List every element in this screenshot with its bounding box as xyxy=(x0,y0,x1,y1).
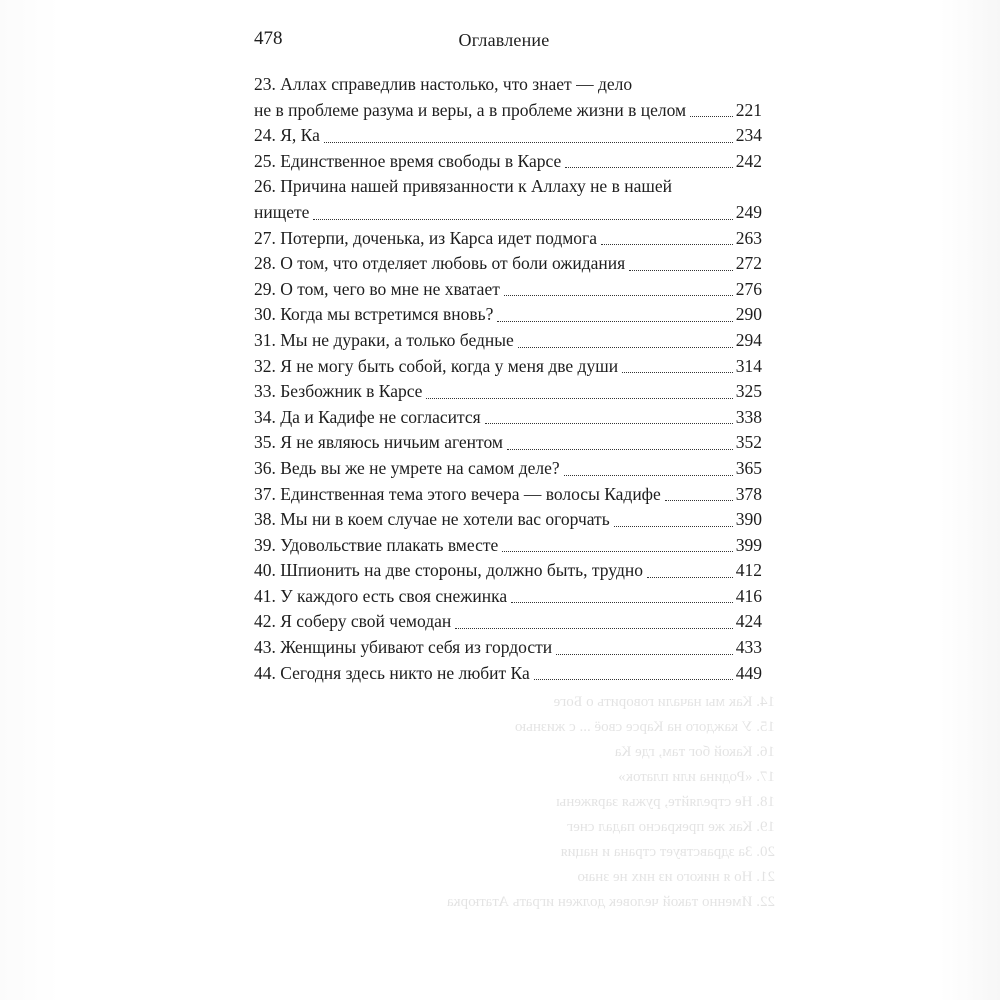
toc-entry-title: 31. Мы не дураки, а только бедные xyxy=(254,329,514,350)
toc-entry xyxy=(254,302,762,328)
dot-leader xyxy=(614,526,733,527)
bleed-through-text xyxy=(235,690,775,970)
toc-entry xyxy=(254,558,762,584)
bleed-through-line: 18. Не стреляйте, ружья заряжены xyxy=(556,794,775,810)
toc-entry xyxy=(254,661,762,687)
toc-entry-page: 399 xyxy=(735,534,762,555)
dot-leader xyxy=(534,679,733,680)
toc-entry-title: 37. Единственная тема этого вечера — волосы Кадифе xyxy=(254,483,661,504)
toc-entry xyxy=(254,456,762,482)
toc-entry xyxy=(254,533,762,559)
dot-leader xyxy=(665,500,733,501)
toc-entry-page: 263 xyxy=(735,227,762,248)
dot-leader xyxy=(511,602,733,603)
toc-entry-page: 424 xyxy=(735,611,762,632)
toc-entry-page: 242 xyxy=(735,150,762,171)
toc-entry xyxy=(254,609,762,635)
dot-leader xyxy=(518,347,733,348)
toc-entry-page: 365 xyxy=(735,457,762,478)
toc-entry-title: 24. Я, Ка xyxy=(254,125,320,146)
toc-entry xyxy=(254,482,762,508)
toc-entry-title: 40. Шпионить на две стороны, должно быть, трудно xyxy=(254,560,643,581)
toc-entry xyxy=(254,635,762,661)
toc-entry xyxy=(254,123,762,149)
dot-leader xyxy=(485,423,733,424)
toc-entry xyxy=(254,149,762,175)
toc-entry-page: 314 xyxy=(735,355,762,376)
toc-entry-page: 390 xyxy=(735,509,762,530)
toc-entry xyxy=(254,277,762,303)
toc-entry-title: 32. Я не могу быть собой, когда у меня две души xyxy=(254,355,619,376)
page-number: 478 xyxy=(254,28,283,49)
bleed-through-line: 16. Какой бог там, где Ка xyxy=(614,744,775,760)
bleed-through-line: 17. «Родина или платок» xyxy=(618,769,775,785)
toc-entry-title: 44. Сегодня здесь никто не любит Ка xyxy=(254,662,530,683)
running-title: Оглавление xyxy=(458,30,550,50)
toc-entry-page: 449 xyxy=(735,662,762,683)
dot-leader xyxy=(565,167,733,168)
toc-entry-title: 39. Удовольствие плакать вместе xyxy=(254,534,499,555)
toc-entry-page: 234 xyxy=(735,125,762,146)
toc-entry-title-line: 23. Аллах справедлив настолько, что знает — дело xyxy=(254,74,633,94)
toc-entry-title: 36. Ведь вы же не умрете на самом деле? xyxy=(254,457,560,478)
toc-entry-page: 276 xyxy=(735,278,762,299)
toc-entry xyxy=(254,430,762,456)
dot-leader xyxy=(497,321,732,322)
toc-entry-title: 27. Потерпи, доченька, из Карса идет подмога xyxy=(254,227,598,248)
toc-entry-page: 272 xyxy=(735,253,762,274)
toc-entry-page: 433 xyxy=(735,637,762,658)
dot-leader xyxy=(601,244,733,245)
dot-leader xyxy=(556,654,733,655)
dot-leader xyxy=(564,475,733,476)
toc-entry-title: 43. Женщины убивают себя из гордости xyxy=(254,637,553,658)
dot-leader xyxy=(504,295,733,296)
dot-leader xyxy=(502,551,733,552)
toc-entry xyxy=(254,328,762,354)
dot-leader xyxy=(507,449,733,450)
dot-leader xyxy=(426,398,732,399)
toc-entry xyxy=(254,72,762,123)
dot-leader xyxy=(647,577,733,578)
page-header xyxy=(248,24,760,54)
toc-entry-title: 30. Когда мы встретимся вновь? xyxy=(254,304,494,325)
dot-leader xyxy=(324,142,733,143)
toc-entry-title-line: не в проблеме разума и веры, а в проблеме жизни в целом xyxy=(254,99,687,120)
dot-leader xyxy=(455,628,733,629)
bleed-through-line: 20. За здравствует страна и нация xyxy=(560,844,775,860)
toc-entry-page: 325 xyxy=(735,381,762,402)
bleed-through-line: 19. Как же прекрасно падал снег xyxy=(567,819,775,835)
toc-entry xyxy=(254,226,762,252)
dot-leader xyxy=(690,116,733,117)
toc-entry-title: 38. Мы ни в коем случае не хотели вас огорчать xyxy=(254,509,610,530)
toc-entry xyxy=(254,379,762,405)
toc-entry xyxy=(254,354,762,380)
toc-entry-title-line: нищете xyxy=(254,201,310,222)
toc-entry xyxy=(254,584,762,610)
toc-entry-title: 41. У каждого есть своя снежинка xyxy=(254,585,508,606)
toc-entry-title-line: 26. Причина нашей привязанности к Аллаху не в нашей xyxy=(254,176,672,197)
toc-entry-title: 29. О том, чего во мне не хватает xyxy=(254,278,500,299)
toc-entry-title: 42. Я соберу свой чемодан xyxy=(254,611,452,632)
bleed-through-line: 14. Как мы начали говорить о Боге xyxy=(553,694,775,710)
bleed-through-line: 22. Именно такой человек должен играть Ататюрка xyxy=(446,894,775,910)
toc-entry-title: 35. Я не являюсь ничьим агентом xyxy=(254,432,503,453)
toc-entry xyxy=(254,507,762,533)
dot-leader xyxy=(622,372,733,373)
toc-entry-page: 221 xyxy=(735,99,762,120)
toc-entry-title: 25. Единственное время свободы в Карсе xyxy=(254,150,562,171)
toc-entry xyxy=(254,405,762,431)
toc-entry-title: 33. Безбожник в Карсе xyxy=(254,381,423,402)
toc-entry-page: 294 xyxy=(735,329,762,350)
bleed-through-line: 21. Но я никого из них не знаю xyxy=(577,869,775,885)
toc-entry xyxy=(254,251,762,277)
bleed-through-line: 15. У каждого на Карсе своё ... с жизнью xyxy=(514,719,775,735)
toc-entry-page: 416 xyxy=(735,585,762,606)
toc-entry-page: 378 xyxy=(735,483,762,504)
toc-entry-page: 249 xyxy=(735,201,762,222)
toc-entry-page: 352 xyxy=(735,432,762,453)
toc-entry-page: 290 xyxy=(735,304,762,325)
dot-leader xyxy=(629,270,733,271)
toc-entry-title: 34. Да и Кадифе не согласится xyxy=(254,406,481,427)
toc-entry xyxy=(254,174,762,225)
toc-entry-page: 412 xyxy=(735,560,762,581)
toc-entry-page: 338 xyxy=(735,406,762,427)
table-of-contents xyxy=(254,72,762,686)
toc-entry-title: 28. О том, что отделяет любовь от боли ожидания xyxy=(254,253,626,274)
dot-leader xyxy=(313,219,732,220)
